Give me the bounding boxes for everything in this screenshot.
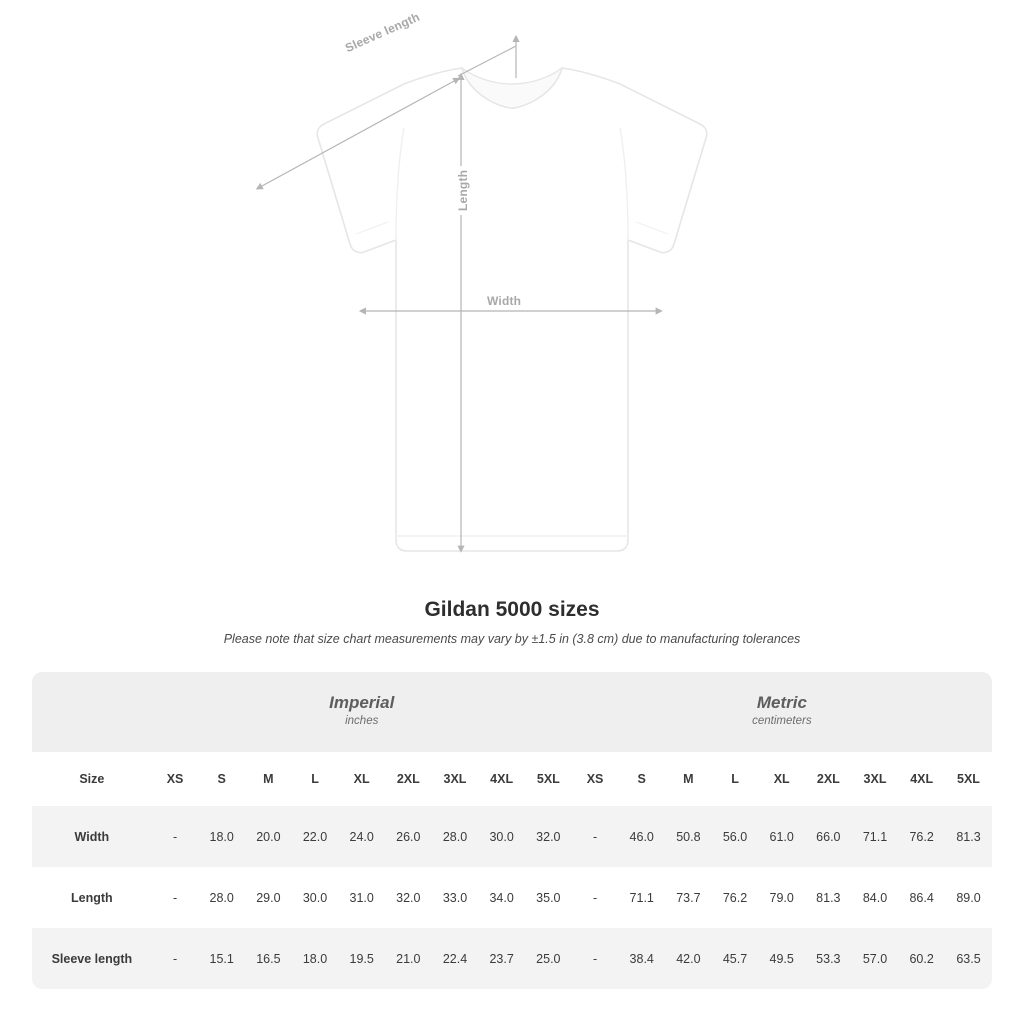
table-row: [32, 928, 992, 989]
length-metric-l: 76.2: [712, 867, 759, 928]
width-imperial-s: 18.0: [198, 806, 245, 867]
width-metric-xs: -: [572, 806, 619, 867]
size-header-imperial-m: M: [245, 752, 292, 806]
size-header-metric-3xl: 3XL: [852, 752, 899, 806]
system-metric-cell: [572, 672, 992, 752]
sleeve-metric-2xl: 53.3: [805, 928, 852, 989]
length-label: Length: [455, 166, 471, 215]
width-imperial-m: 20.0: [245, 806, 292, 867]
size-chart-table-wrap: [32, 672, 992, 989]
width-imperial-xs: -: [152, 806, 199, 867]
length-imperial-5xl: 35.0: [525, 867, 572, 928]
sleeve-metric-4xl: 60.2: [898, 928, 945, 989]
width-metric-m: 50.8: [665, 806, 712, 867]
system-imperial-name: Imperial: [329, 692, 395, 712]
length-metric-m: 73.7: [665, 867, 712, 928]
row-label-length: Length: [32, 867, 152, 928]
size-header-metric-4xl: 4XL: [898, 752, 945, 806]
length-imperial-s: 28.0: [198, 867, 245, 928]
width-imperial-xl: 24.0: [338, 806, 385, 867]
size-header-metric-xs: XS: [572, 752, 619, 806]
system-spacer-cell: [32, 672, 152, 752]
size-header-imperial-xs: XS: [152, 752, 199, 806]
size-chart-table: [32, 672, 992, 989]
table-row: [32, 806, 992, 867]
table-row: [32, 867, 992, 928]
width-metric-2xl: 66.0: [805, 806, 852, 867]
size-header-metric-m: M: [665, 752, 712, 806]
width-imperial-l: 22.0: [292, 806, 339, 867]
sleeve-imperial-xl: 19.5: [338, 928, 385, 989]
size-header-metric-l: L: [712, 752, 759, 806]
sleeve-metric-5xl: 63.5: [945, 928, 992, 989]
length-imperial-xs: -: [152, 867, 199, 928]
sleeve-imperial-4xl: 23.7: [478, 928, 525, 989]
system-header-row: [32, 672, 992, 752]
length-imperial-3xl: 33.0: [432, 867, 479, 928]
width-metric-s: 46.0: [618, 806, 665, 867]
tshirt-shape: [317, 68, 707, 551]
length-imperial-m: 29.0: [245, 867, 292, 928]
width-imperial-5xl: 32.0: [525, 806, 572, 867]
size-header-metric-s: S: [618, 752, 665, 806]
sleeve-imperial-m: 16.5: [245, 928, 292, 989]
sleeve-imperial-l: 18.0: [292, 928, 339, 989]
sleeve-imperial-xs: -: [152, 928, 199, 989]
sleeve-metric-xs: -: [572, 928, 619, 989]
tolerance-note: Please note that size chart measurements may vary by ±1.5 in (3.8 cm) due to manufacturing tolerances: [223, 632, 801, 646]
length-imperial-xl: 31.0: [338, 867, 385, 928]
width-imperial-2xl: 26.0: [385, 806, 432, 867]
length-metric-2xl: 81.3: [805, 867, 852, 928]
size-header-imperial-4xl: 4XL: [478, 752, 525, 806]
sleeve-imperial-s: 15.1: [198, 928, 245, 989]
length-metric-3xl: 84.0: [852, 867, 899, 928]
size-header-imperial-xl: XL: [338, 752, 385, 806]
row-label-width: Width: [32, 806, 152, 867]
length-imperial-2xl: 32.0: [385, 867, 432, 928]
width-label: Width: [483, 293, 525, 309]
length-metric-s: 71.1: [618, 867, 665, 928]
width-metric-xl: 61.0: [758, 806, 805, 867]
size-header-imperial-3xl: 3XL: [432, 752, 479, 806]
sleeve-imperial-2xl: 21.0: [385, 928, 432, 989]
width-metric-5xl: 81.3: [945, 806, 992, 867]
sleeve-metric-xl: 49.5: [758, 928, 805, 989]
length-imperial-4xl: 34.0: [478, 867, 525, 928]
length-metric-5xl: 89.0: [945, 867, 992, 928]
system-imperial-cell: [152, 672, 572, 752]
length-metric-xl: 79.0: [758, 867, 805, 928]
size-header-metric-5xl: 5XL: [945, 752, 992, 806]
chart-heading-block: [0, 598, 1024, 646]
size-header-imperial-5xl: 5XL: [525, 752, 572, 806]
sleeve-imperial-3xl: 22.4: [432, 928, 479, 989]
system-imperial-unit: inches: [345, 715, 379, 728]
length-metric-xs: -: [572, 867, 619, 928]
size-header-imperial-s: S: [198, 752, 245, 806]
length-imperial-l: 30.0: [292, 867, 339, 928]
sleeve-metric-3xl: 57.0: [852, 928, 899, 989]
width-metric-l: 56.0: [712, 806, 759, 867]
size-header-row: [32, 752, 992, 806]
length-metric-4xl: 86.4: [898, 867, 945, 928]
system-metric-name: Metric: [756, 692, 807, 712]
sleeve-length-label: Sleeve length: [339, 7, 426, 57]
size-header-imperial-l: L: [292, 752, 339, 806]
size-header-imperial-2xl: 2XL: [385, 752, 432, 806]
width-imperial-4xl: 30.0: [478, 806, 525, 867]
sleeve-metric-m: 42.0: [665, 928, 712, 989]
page-title: Gildan 5000 sizes: [424, 598, 600, 621]
size-header-metric-xl: XL: [758, 752, 805, 806]
width-metric-3xl: 71.1: [852, 806, 899, 867]
row-label-sleeve-length: Sleeve length: [32, 928, 152, 989]
size-header-label: Size: [32, 752, 152, 806]
width-imperial-3xl: 28.0: [432, 806, 479, 867]
size-header-metric-2xl: 2XL: [805, 752, 852, 806]
sleeve-metric-l: 45.7: [712, 928, 759, 989]
sleeve-metric-s: 38.4: [618, 928, 665, 989]
width-metric-4xl: 76.2: [898, 806, 945, 867]
system-metric-unit: centimeters: [752, 715, 812, 728]
sleeve-imperial-5xl: 25.0: [525, 928, 572, 989]
